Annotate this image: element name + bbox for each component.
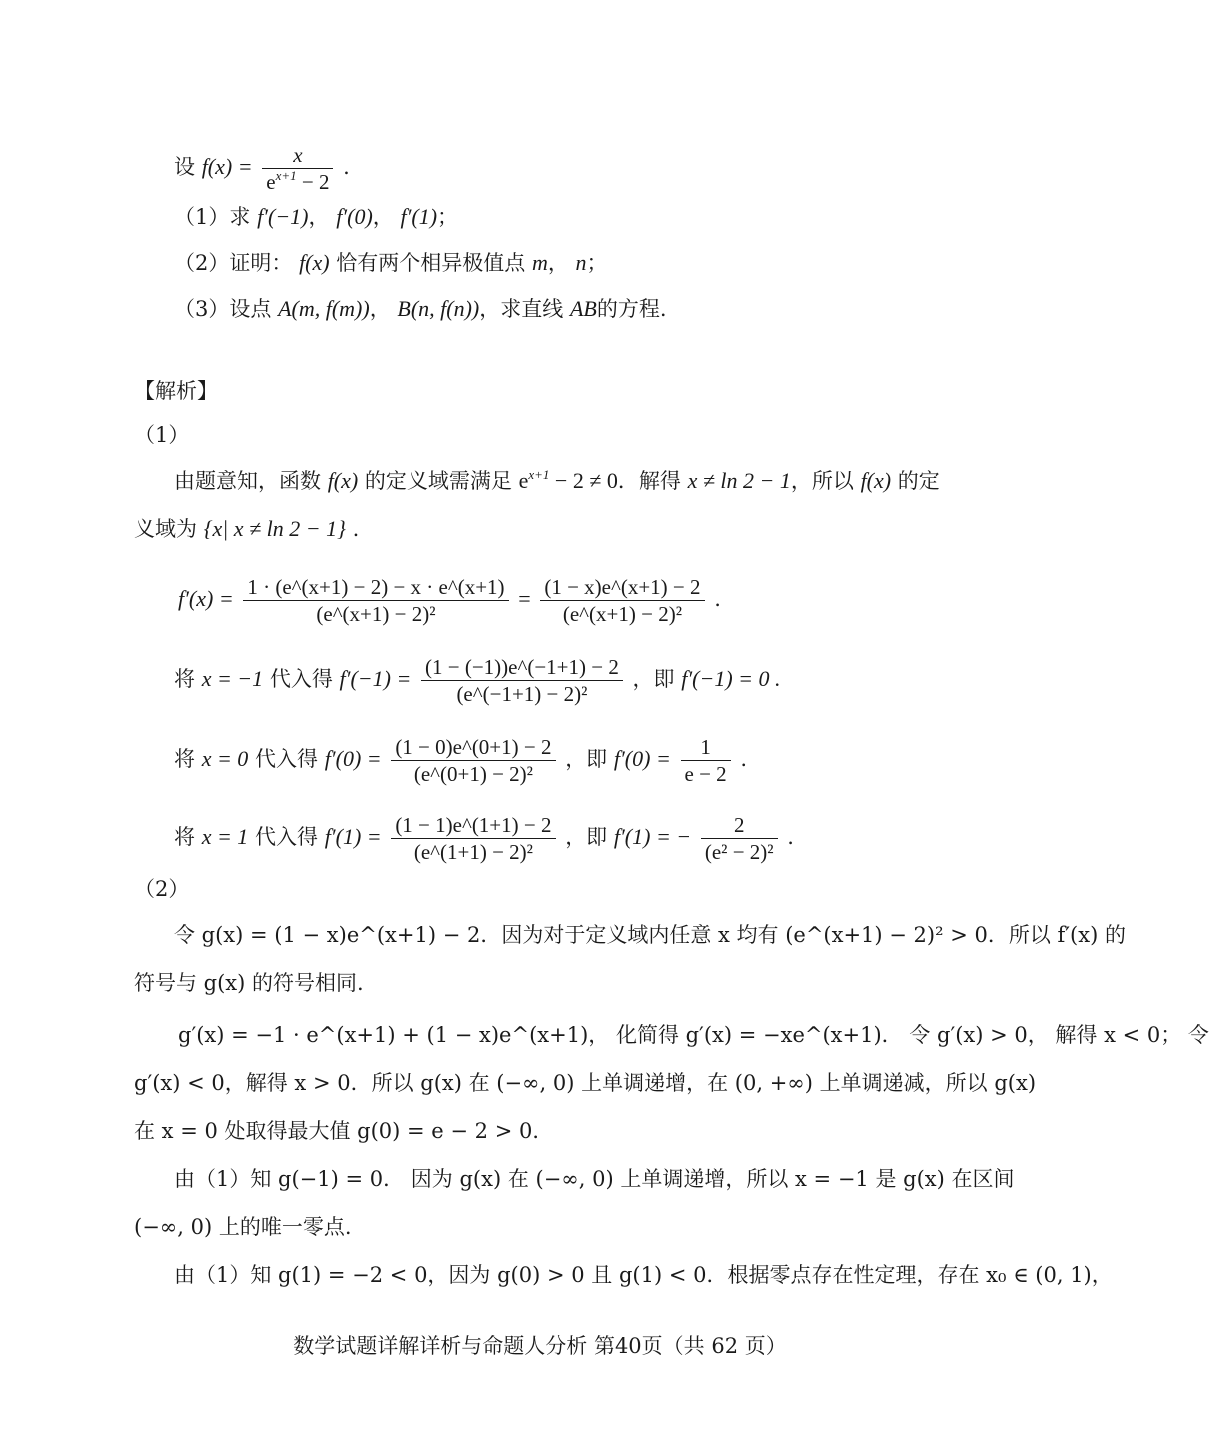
text: ，所以	[790, 469, 854, 493]
text: ，即	[565, 747, 608, 771]
x-value: x = −1	[201, 666, 264, 691]
q2-n: n	[575, 250, 587, 275]
equals: =	[518, 586, 531, 611]
numerator: 2	[701, 812, 778, 839]
period: .	[787, 825, 794, 849]
sep: ，	[308, 205, 330, 229]
intro-text: 设	[174, 155, 195, 179]
exp: x+1	[528, 467, 550, 482]
question-3: （3）设点 A(m, f(m))， B(n, f(n))，求直线 AB的方程.	[174, 296, 667, 321]
problem-definition	[174, 142, 350, 195]
deriv-frac-1	[243, 574, 508, 627]
x-value: x = 1	[201, 824, 249, 849]
f-def-numerator: x	[262, 142, 333, 169]
q2-end: ；	[586, 251, 608, 275]
part-1-label: （1）	[134, 423, 190, 447]
e: e	[518, 468, 529, 493]
text: 将	[174, 747, 195, 771]
derivative-formula	[178, 574, 721, 627]
q3-point-b: B(n, f(n))	[397, 296, 480, 321]
q3-point-a: A(m, f(m))	[278, 296, 370, 321]
domain-set: {x| x ≠ ln 2 − 1}	[203, 516, 346, 541]
denominator: (e^(0+1) − 2)²	[413, 762, 533, 786]
lhs: f′(1) =	[324, 824, 382, 849]
substitute-zero	[174, 734, 747, 787]
q1-end: ；	[437, 205, 459, 229]
result-lhs: f′(1) = −	[613, 824, 692, 849]
exp: x+1	[275, 168, 297, 183]
p1-line-1	[174, 466, 940, 496]
denominator: (e² − 2)²	[704, 840, 774, 864]
x-value: x = 0	[201, 746, 249, 771]
p2-line-2: 符号与 g(x) 的符号相同.	[134, 971, 364, 995]
q3-end: 的方程.	[596, 297, 667, 321]
p2-line-7: (−∞, 0) 上的唯一零点.	[134, 1215, 352, 1239]
result-frac	[701, 812, 778, 865]
period: .	[343, 155, 350, 179]
p2-line-5: 在 x = 0 处取得最大值 g(0) = e − 2 > 0．	[134, 1119, 554, 1143]
fx: f(x)	[860, 468, 892, 493]
numerator: (1 − x)e^(x+1) − 2	[540, 574, 704, 601]
period: .	[740, 747, 748, 771]
q1-a: f′(−1)	[257, 204, 309, 229]
lhs: f′(−1) =	[339, 666, 412, 691]
p2-line-6: 由（1）知 g(−1) = 0． 因为 g(x) 在 (−∞, 0) 上单调递增，所以 x = −1 是 g(x) 在区间	[174, 1167, 1015, 1191]
period: .	[714, 587, 721, 611]
p2-line-8: 由（1）知 g(1) = −2 < 0，因为 g(0) > 0 且 g(1) < 0．根据零点存在性定理，存在 x₀ ∈ (0, 1)，	[174, 1263, 1113, 1287]
text: ，即	[632, 667, 675, 691]
text: 由题意知，函数	[174, 469, 321, 493]
rest: − 2 ≠ 0	[549, 468, 618, 493]
text: ，即	[565, 825, 608, 849]
text: 义域为	[134, 517, 197, 541]
q2-prefix: （2）证明：	[174, 251, 293, 275]
q3-ab: AB	[569, 296, 597, 321]
numerator: (1 − 0)e^(0+1) − 2	[391, 734, 555, 761]
text: 的定	[897, 469, 940, 493]
q2-m: m	[531, 250, 548, 275]
text: 代入得	[269, 667, 333, 691]
f-def-denominator	[262, 169, 333, 195]
text: ．解得	[617, 469, 681, 493]
denominator: (e^(x+1) − 2)²	[316, 602, 436, 626]
solution-header: 【解析】	[134, 379, 218, 403]
p2-line-1: 令 g(x) = (1 − x)e^(x+1) − 2．因为对于定义域内任意 x 均有 (e^(x+1) − 2)² > 0．所以 f′(x) 的	[174, 923, 1126, 947]
deriv-frac-2	[540, 574, 704, 627]
numerator: (1 − 1)e^(1+1) − 2	[391, 812, 555, 839]
q1-b: f′(0)	[336, 204, 373, 229]
text: 将	[174, 825, 195, 849]
domain-condition	[519, 468, 618, 493]
denominator: e − 2	[684, 762, 727, 786]
q1-c: f′(1)	[400, 204, 438, 229]
frac	[391, 812, 555, 865]
result-frac	[681, 734, 731, 787]
frac	[421, 654, 623, 707]
p1-line-2	[134, 514, 359, 544]
substitute-one	[174, 812, 794, 865]
fx: f(x)	[327, 468, 359, 493]
text: 代入得	[255, 825, 318, 849]
frac	[391, 734, 555, 787]
numerator: 1	[681, 734, 731, 761]
den-rest: − 2	[296, 170, 330, 194]
e-base: e	[266, 170, 276, 194]
p2-line-4: g′(x) < 0，解得 x > 0．所以 g(x) 在 (−∞, 0) 上单调递增，在 (0, +∞) 上单调递减，所以 g(x)	[134, 1071, 1037, 1095]
lhs: f′(0) =	[324, 746, 382, 771]
q2-f: f(x)	[299, 250, 330, 275]
page-footer: 数学试题详解详析与命题人分析 第40页（共 62 页）	[293, 1334, 787, 1358]
numerator: (1 − (−1))e^(−1+1) − 2	[421, 654, 623, 681]
substitute-minus-one	[174, 654, 781, 707]
part-2-label: （2）	[134, 877, 190, 901]
result-lhs: f′(0) =	[613, 746, 671, 771]
sep: ，	[372, 205, 394, 229]
q3-prefix: （3）设点	[174, 297, 272, 321]
f-def-lhs: f(x) =	[201, 154, 253, 179]
f-def-fraction	[262, 142, 333, 195]
q2-mid: 恰有两个相异极值点	[336, 251, 526, 275]
p2-line-3: g′(x) = −1 · e^(x+1) + (1 − x)e^(x+1)， 化简得 g′(x) = −xe^(x+1)． 令 g′(x) > 0， 解得 x < 0； 令	[178, 1023, 1209, 1047]
denominator: (e^(−1+1) − 2)²	[456, 682, 588, 706]
text: 代入得	[255, 747, 318, 771]
period: .	[352, 517, 360, 541]
numerator: 1 · (e^(x+1) − 2) − x · e^(x+1)	[243, 574, 508, 601]
solution-x: x ≠ ln 2 − 1	[687, 468, 791, 493]
question-2: （2）证明： f(x) 恰有两个相异极值点 m， n；	[174, 250, 608, 275]
result: f′(−1) = 0 .	[681, 666, 781, 691]
text: 的定义域需满足	[364, 469, 512, 493]
denominator: (e^(x+1) − 2)²	[562, 602, 682, 626]
question-1	[174, 202, 458, 232]
q3-mid: ，求直线	[479, 297, 564, 321]
lhs: f′(x) =	[178, 586, 234, 611]
q1-prefix: （1）求	[174, 205, 251, 229]
text: 将	[174, 667, 195, 691]
denominator: (e^(1+1) − 2)²	[413, 840, 533, 864]
